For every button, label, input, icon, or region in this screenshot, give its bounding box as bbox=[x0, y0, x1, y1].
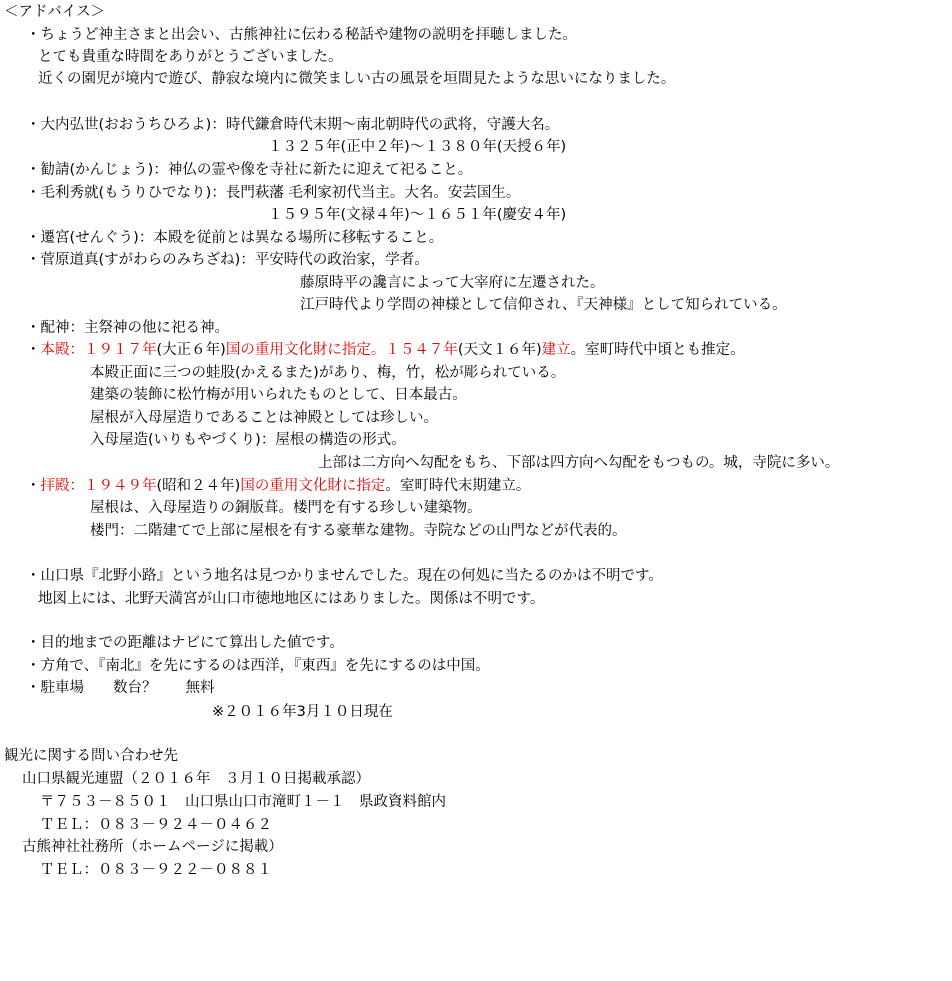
contact-org-2-tel: ＴＥＬ：０８３－９２２－０８８１ bbox=[40, 862, 272, 878]
honden-line-3: 建築の装飾に松竹梅が用いられたものとして、日本最古。 bbox=[90, 387, 467, 403]
contact-org-2-name: 古熊神社社務所（ホームページに掲載） bbox=[22, 839, 283, 855]
contact-org-1-tel: ＴＥＬ：０８３－９２４－０４６２ bbox=[40, 817, 272, 833]
visit-line-1: ・ちょうど神主さまと出会い、古熊神社に伝わる秘話や建物の説明を拝聴しました。 bbox=[26, 27, 577, 43]
ouchi-line-1: ・大内弘世(おおうちひろよ)：時代鎌倉時代末期～南北朝時代の武将，守護大名。 bbox=[26, 117, 560, 133]
contact-org-1-name: 山口県観光連盟（２０１６年 ３月１０日掲載承認） bbox=[22, 771, 370, 787]
honden-line-4: 屋根が入母屋造りであることは神殿としては珍しい。 bbox=[90, 410, 438, 426]
sugawara-line-2: 藤原時平の讒言によって大宰府に左遷された。 bbox=[300, 275, 605, 291]
haiden-designation-year: 拝殿：１９４９年 bbox=[40, 478, 157, 494]
sengu-line: ・遷宮(せんぐう)：本殿を従前とは異なる場所に移転すること。 bbox=[26, 230, 444, 246]
haiden-note: 。室町時代末期建立。 bbox=[385, 478, 531, 494]
contact-org-1-address: 〒７５３－８５０１ 山口県山口市滝町１－１ 県政資料館内 bbox=[40, 794, 446, 810]
mori-line-2: １５９５年(文禄４年)～１６５１年(慶安４年) bbox=[268, 207, 567, 223]
kitano-line-1: ・山口県『北野小路』という地名は見つかりませんでした。現在の何処に当たるのかは不明です。 bbox=[26, 568, 663, 584]
honden-era-2: (天文１６年) bbox=[457, 342, 542, 358]
distance-line: ・目的地までの距離はナビにて算出した値です。 bbox=[26, 635, 344, 651]
haishin-line: ・配神：主祭神の他に祀る神。 bbox=[26, 320, 229, 336]
ouchi-line-2: １３２５年(正中２年)～１３８０年(天授６年) bbox=[268, 139, 567, 155]
haiden-line-1 bbox=[26, 477, 530, 495]
honden-built: 建立 bbox=[541, 342, 571, 358]
haiden-era: (昭和２４年) bbox=[156, 478, 241, 494]
honden-note: 。室町時代中頃とも推定。 bbox=[570, 342, 745, 358]
mori-line-1: ・毛利秀就(もうりひでなり)：長門萩藩 毛利家初代当主。大名。安芸国生。 bbox=[26, 185, 521, 201]
honden-line-5: 入母屋造(いりもやづくり)：屋根の構造の形式。 bbox=[90, 432, 406, 448]
honden-line-6: 上部は二方向へ勾配をもち、下部は四方向へ勾配をもつもの。城，寺院に多い。 bbox=[318, 455, 840, 471]
honden-era-1: (大正６年) bbox=[156, 342, 226, 358]
as-of-date: ※２０１６年3月１０日現在 bbox=[212, 704, 393, 720]
direction-line: ・方角で、『南北』を先にするのは西洋，『東西』を先にするのは中国。 bbox=[26, 658, 490, 674]
honden-cultural-property: 国の重用文化財に指定。１５４７年 bbox=[225, 342, 458, 358]
haiden-line-2: 屋根は、入母屋造りの銅版葺。楼門を有する珍しい建築物。 bbox=[90, 500, 482, 516]
haiden-line-3: 楼門：二階建てで上部に屋根を有する豪華な建物。寺院などの山門などが代表的。 bbox=[90, 523, 627, 539]
sugawara-line-3: 江戸時代より学問の神様として信仰され、『天神様』として知られている。 bbox=[300, 297, 787, 313]
visit-line-2: とても貴重な時間をありがとうございました。 bbox=[38, 49, 343, 65]
haiden-cultural-property: 国の重用文化財に指定 bbox=[240, 478, 386, 494]
kitano-line-2: 地図上には、北野天満宮が山口市徳地地区にはありました。関係は不明です。 bbox=[38, 591, 545, 607]
honden-line-1 bbox=[26, 341, 745, 359]
advice-heading: ＜アドバイス＞ bbox=[4, 4, 106, 20]
visit-line-3: 近くの園児が境内で遊び、静寂な境内に微笑ましい古の風景を垣間見たような思いになりました。 bbox=[38, 71, 676, 87]
kanjo-line: ・勧請(かんじょう)：神仏の霊や像を寺社に新たに迎えて祀ること。 bbox=[26, 162, 473, 178]
parking-line: ・駐車場 数台？ 無料 bbox=[26, 680, 215, 696]
contact-heading: 観光に関する問い合わせ先 bbox=[4, 748, 178, 764]
sugawara-line-1: ・菅原道真(すがわらのみちざね)：平安時代の政治家，学者。 bbox=[26, 252, 429, 268]
honden-line-2: 本殿正面に三つの蛙股(かえるまた)があり、梅，竹，松が彫られている。 bbox=[90, 365, 566, 381]
honden-bullet: ・ bbox=[26, 342, 41, 358]
haiden-bullet: ・ bbox=[26, 478, 41, 494]
honden-designation-year: 本殿：１９１７年 bbox=[40, 342, 157, 358]
